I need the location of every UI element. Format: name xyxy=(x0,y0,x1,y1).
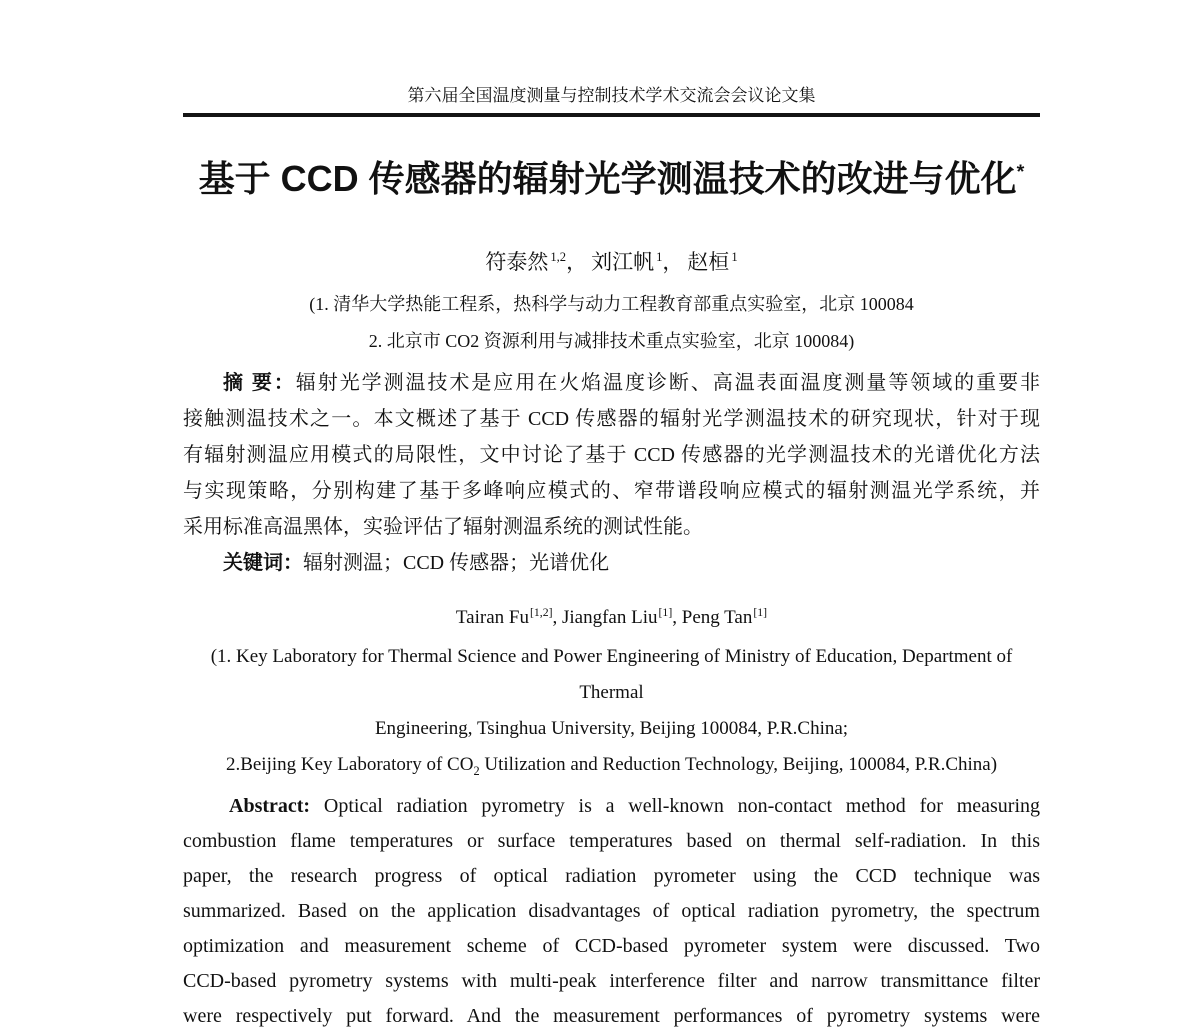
co2-subscript: 2 xyxy=(473,764,480,778)
keywords-label: 关键词： xyxy=(223,551,303,574)
author-separator: ， xyxy=(566,249,588,274)
author-en-3 xyxy=(682,607,767,628)
author-en-3-superscript: [1] xyxy=(753,605,768,619)
abstract-en-line-1-text xyxy=(310,795,324,817)
abstract-cn-line-3: 有辐射测温应用模式的局限性，文中讨论了基于 CCD 传感器的光学测温技术的光谱优化方法 xyxy=(183,443,1040,466)
affiliation-cn-1: (1. 清华大学热能工程系，热科学与动力工程教育部重点实验室，北京 100084 xyxy=(309,293,914,314)
abstract-cn-line-4: 与实现策略，分别构建了基于多峰响应模式的、窄带谱段响应模式的辐射测温光学系统，并 xyxy=(183,479,1040,502)
author-en-1-superscript: [1,2] xyxy=(529,605,553,619)
keywords-cn xyxy=(183,545,1040,581)
affiliation-en-line-2: Engineering, Tsinghua University, Beijing 100084, P.R.China; xyxy=(374,718,849,740)
abstract-cn-line-2: 接触测温技术之一。本文概述了基于 CCD 传感器的辐射光学测温技术的研究现状，针对于现 xyxy=(183,407,1040,430)
page-content xyxy=(183,0,1040,1034)
author-cn-2 xyxy=(591,250,687,274)
affiliation-cn-2: 2. 北京市 CO2 资源利用与减排技术重点实验室，北京 100084) xyxy=(368,330,855,351)
title-footnote-marker: * xyxy=(1016,161,1025,184)
affiliation-en-line-3-post: Utilization and Reduction Technology, Beijing, 100084, P.R.China) xyxy=(479,754,998,776)
keywords-text: 辐射测温；CCD 传感器；光谱优化 xyxy=(303,551,610,574)
conference-header: 第六届全国温度测量与控制技术学术交流会会议论文集 xyxy=(407,86,816,105)
abstract-en-line-4: summarized. Based on the application disadvantages of optical radiation pyrometry, the spectrum xyxy=(183,900,1040,922)
author-cn-2-name: 刘江帆 xyxy=(591,249,655,274)
author-separator: ， xyxy=(662,249,684,274)
abstract-en-label: Abstract: xyxy=(229,795,311,817)
affiliation-en-line-3-pre: 2.Beijing Key Laboratory of CO xyxy=(225,754,474,776)
header-rule xyxy=(183,113,1040,117)
author-cn-3-superscript: 1 xyxy=(731,249,738,264)
affiliation-en-line-3 xyxy=(183,747,1040,789)
abstract-cn xyxy=(183,365,1040,581)
abstract-en-line-3: paper, the research progress of optical radiation pyrometer using the CCD technique was xyxy=(183,865,1040,887)
author-separator: , xyxy=(552,607,562,629)
author-cn-1-superscript: 1,2 xyxy=(550,249,567,264)
abstract-cn-line-1-text: 辐射光学测温技术是应用在火焰温度诊断、高温表面温度测量等领域的重要非 xyxy=(295,371,1041,394)
paper-title-text: 基于 CCD 传感器的辐射光学测温技术的改进与优化 xyxy=(198,158,1017,200)
abstract-cn-line-1 xyxy=(183,365,1040,401)
author-cn-1 xyxy=(485,250,591,274)
author-en-2-name: Jiangfan Liu xyxy=(562,607,658,629)
abstract-en-line-7-clipped: were respectively put forward. And the measurement performances of pyrometry systems were xyxy=(183,1005,1040,1027)
affiliations-cn xyxy=(183,286,1040,360)
author-cn-3-name: 赵桓 xyxy=(687,249,730,274)
abstract-cn-line-5: 采用标准高温黑体，实验评估了辐射测温系统的测试性能。 xyxy=(183,515,703,538)
author-en-1 xyxy=(456,607,562,628)
authors-en xyxy=(183,599,1040,631)
author-en-2 xyxy=(562,607,682,628)
abstract-en-line-6: CCD-based pyrometry systems with multi-peak interference filter and narrow transmittance filter xyxy=(183,970,1040,992)
author-separator: , xyxy=(672,607,682,629)
abstract-cn-label: 摘 要： xyxy=(223,371,296,394)
author-cn-2-superscript: 1 xyxy=(656,249,663,264)
author-cn-1-name: 符泰然 xyxy=(485,249,549,274)
abstract-en xyxy=(183,789,1040,1034)
abstract-en-line-5: optimization and measurement scheme of CCD-based pyrometer system were discussed. Two xyxy=(183,935,1040,957)
author-en-2-superscript: [1] xyxy=(658,605,673,619)
author-en-3-name: Peng Tan xyxy=(681,607,753,629)
authors-cn xyxy=(183,249,1040,276)
paper-title xyxy=(183,157,1040,200)
abstract-en-line-2: combustion flame temperatures or surface temperatures based on thermal self-radiation. In this xyxy=(183,830,1040,852)
affiliations-en xyxy=(183,639,1040,789)
author-cn-3 xyxy=(687,250,737,274)
abstract-en-line-1-body: Optical radiation pyrometry is a well-known non-contact method for measuring xyxy=(323,795,1041,817)
abstract-en-line-1 xyxy=(183,789,1040,824)
affiliation-en-line-1: (1. Key Laboratory for Thermal Science and Power Engineering of Ministry of Education, Department of Thermal xyxy=(210,646,1013,704)
author-en-1-name: Tairan Fu xyxy=(455,607,529,629)
